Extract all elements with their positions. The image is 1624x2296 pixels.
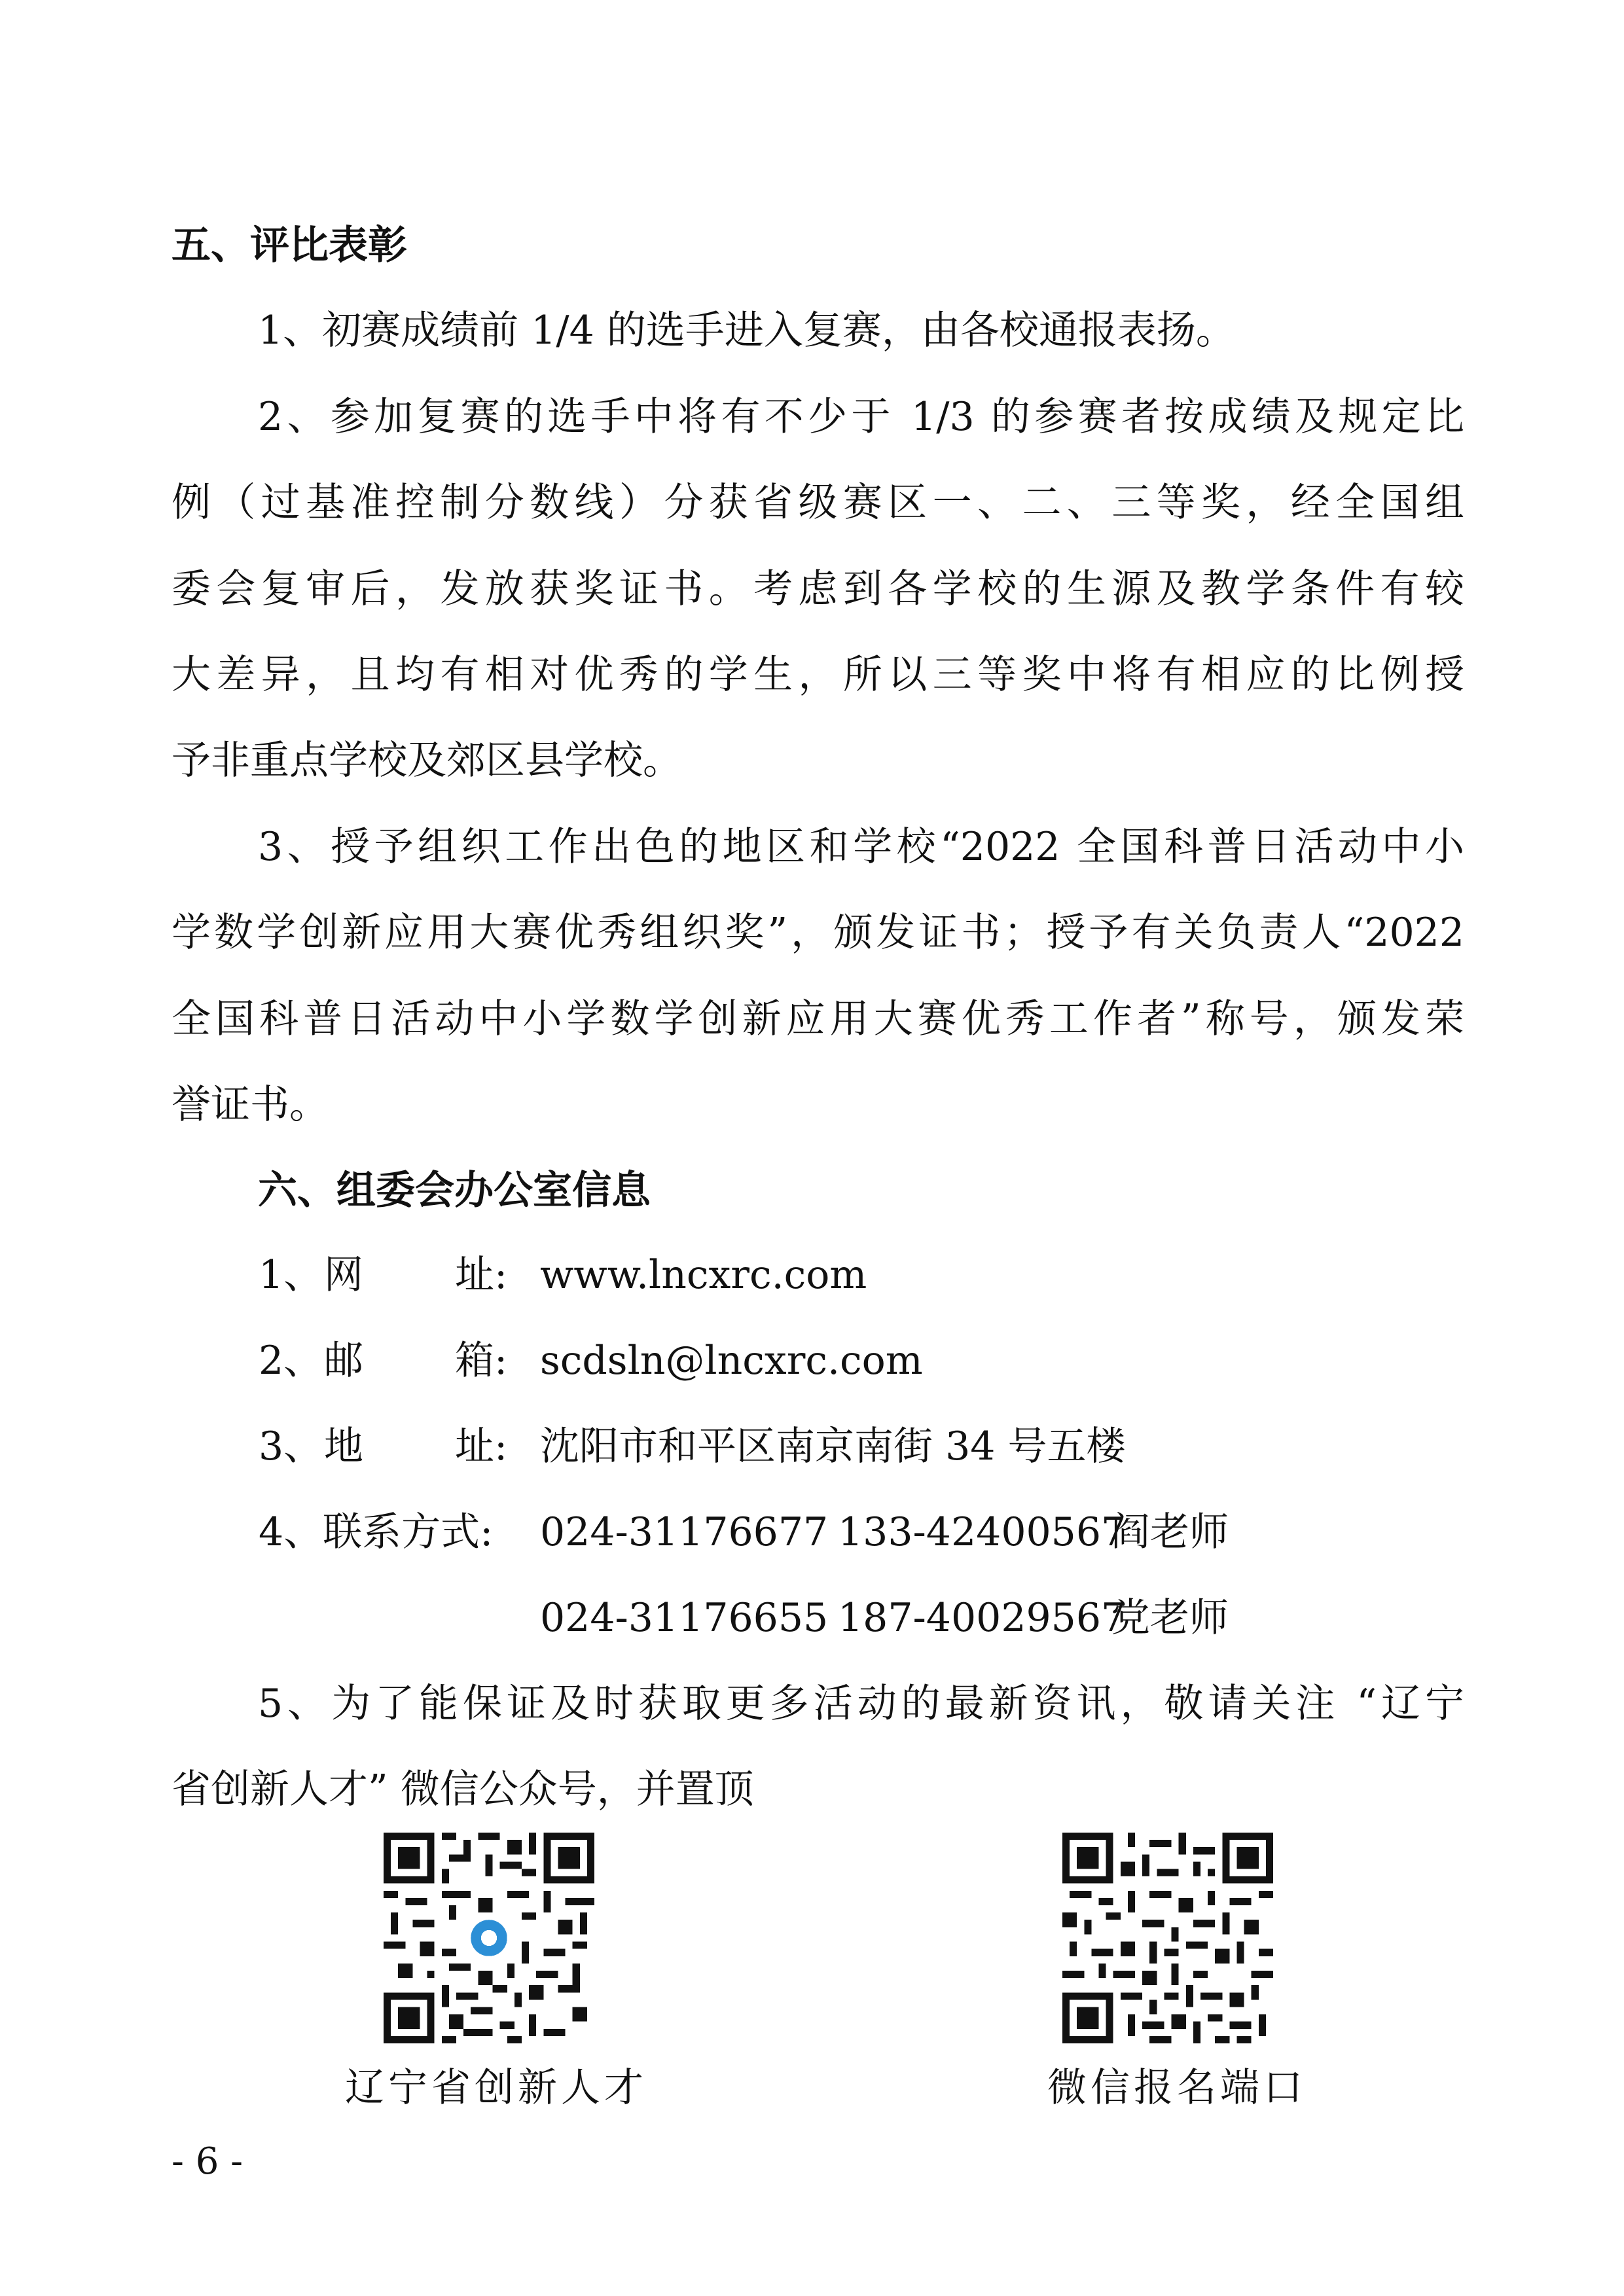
- paragraph-line: 3、授予组织工作出色的地区和学校“2022 全国科普日活动中小: [258, 824, 1464, 870]
- contact-phone: 024-31176655: [540, 1595, 829, 1641]
- item-number: 3、: [259, 1424, 323, 1469]
- address-label-tail: 址:: [455, 1424, 508, 1469]
- item-number: 2、: [259, 1338, 323, 1384]
- section-heading: 五、评比表彰: [171, 223, 407, 268]
- contact-label: 4、联系方式:: [259, 1509, 494, 1555]
- paragraph-line: 例（过基准控制分数线）分获省级赛区一、二、三等奖，经全国组: [171, 480, 1464, 526]
- contact-phone: 133-42400567: [838, 1509, 1127, 1555]
- paragraph-line: 大差异，且均有相对优秀的学生，所以三等奖中将有相应的比例授: [171, 652, 1464, 698]
- paragraph-line: 1、初赛成绩前 1/4 的选手进入复赛，由各校通报表扬。: [258, 308, 1235, 353]
- item-number: 1、: [259, 1252, 323, 1298]
- qr-caption: 微信报名端口: [1047, 2065, 1307, 2111]
- contact-name: 阎老师: [1111, 1509, 1229, 1555]
- address-label: 地: [324, 1424, 363, 1469]
- paragraph-line: 全国科普日活动中小学数学创新应用大赛优秀工作者”称号，颁发荣: [171, 996, 1464, 1042]
- website-label: 网: [324, 1252, 363, 1298]
- website-label-tail: 址:: [455, 1252, 508, 1298]
- paragraph-line: 委会复审后，发放获奖证书。考虑到各学校的生源及教学条件有较: [171, 566, 1464, 612]
- paragraph-line: 予非重点学校及郊区县学校。: [171, 738, 682, 783]
- page-number: - 6 -: [171, 2140, 244, 2183]
- contact-phone: 024-31176677: [540, 1509, 829, 1555]
- qr-caption: 辽宁省创新人才: [345, 2065, 647, 2111]
- paragraph-line: 学数学创新应用大赛优秀组织奖”，颁发证书；授予有关负责人“2022: [171, 910, 1464, 956]
- contact-phone: 187-40029567: [838, 1595, 1127, 1641]
- address-value: 沈阳市和平区南京南街 34 号五楼: [540, 1424, 1126, 1469]
- qr-code-icon: [1062, 1833, 1273, 2043]
- paragraph-line: 誉证书。: [171, 1082, 329, 1128]
- website-value: www.lncxrc.com: [540, 1252, 867, 1298]
- email-label: 邮: [324, 1338, 363, 1384]
- contact-name: 党老师: [1111, 1595, 1229, 1641]
- email-label-tail: 箱:: [455, 1338, 508, 1384]
- paragraph-line: 5、为了能保证及时获取更多活动的最新资讯，敬请关注 “辽宁: [258, 1681, 1464, 1727]
- paragraph-line: 省创新人才” 微信公众号，并置顶: [171, 1767, 754, 1812]
- section-heading: 六、组委会办公室信息: [258, 1168, 651, 1213]
- email-value: scdsln@lncxrc.com: [540, 1338, 923, 1384]
- paragraph-line: 2、参加复赛的选手中将有不少于 1/3 的参赛者按成绩及规定比: [258, 394, 1464, 440]
- qr-code-icon: [384, 1833, 594, 2043]
